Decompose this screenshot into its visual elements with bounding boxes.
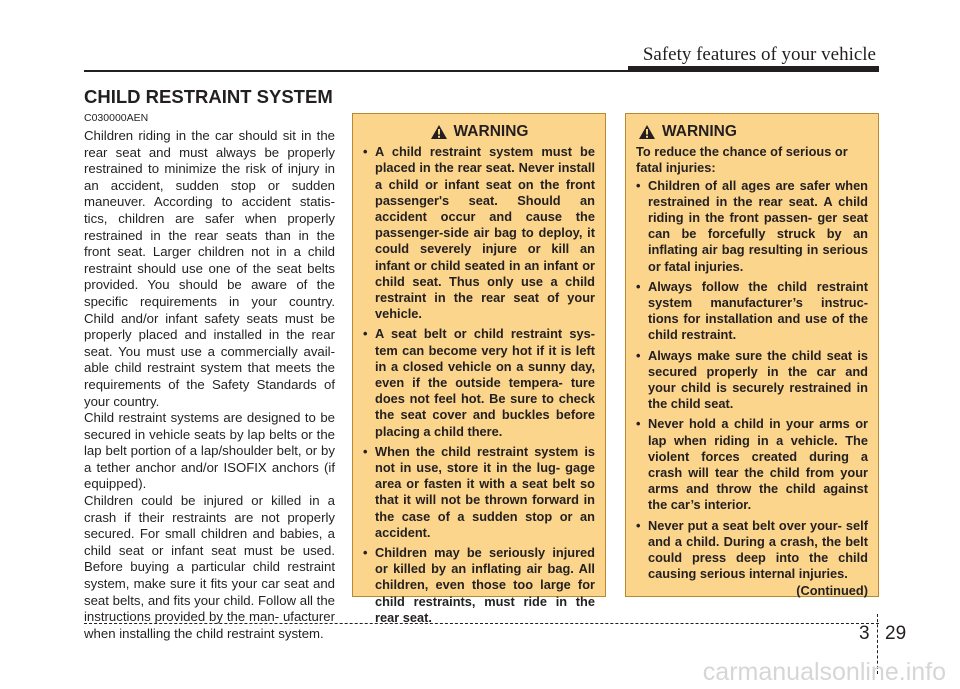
warning-item: • Children of all ages are safer when restrained in the rear seat. A child riding in the front passen- ger seat can be forcefully struck by an inflating air bag resulting in serious or fatal injuries. — [636, 178, 868, 275]
body-text — [84, 128, 335, 642]
body-paragraph: Children riding in the car should sit in the rear seat and must always be properly restrained to minimize the risk of injury in an accident, sudden stop or sudden maneuver. According to accident statis- tics, children are safer when properly restrained in the rear seats than in the front seat. Larger children not in a child restraint should use one of the seat belts provided. You should be aware of the specific requirements in your country. Child and/or infant safety seats must be properly placed and installed in the rear seat. You must use a commercially avail- able child restraint system that meets the requirements of the Safety Standards of your country. — [84, 128, 335, 409]
body-paragraph: Children could be injured or killed in a crash if their restraints are not properly secured. For small children and babies, a child seat or infant seat must be used. Before buying a particular child restraint system, make sure it fits your car seat and seat belts, and fits your child. Follow all the instructions provided by the man- ufacturer when installing the child restraint system. — [84, 493, 335, 641]
chapter-number: 3 — [859, 623, 870, 644]
warning-heading-text: WARNING — [453, 123, 529, 140]
warning-triangle-icon — [638, 124, 656, 140]
watermark: carmanualsonline.info — [702, 658, 946, 686]
continued-label: (Continued) — [796, 583, 868, 599]
warning-item: • A child restraint system must be placed in the rear seat. Never install a child or infant seat on the front passenger's seat. Should an accident occur and cause the passenger-side air bag to deploy, it could severely injure or kill an infant or child seated in an infant or child seat. Thus only use a child restraint in the rear seat of your vehicle. — [363, 144, 595, 322]
warning-item: • Always make sure the child seat is secured properly in the car and your child is securely restrained in the child seat. — [636, 348, 868, 413]
warning-intro: To reduce the chance of serious or fatal injuries: — [636, 144, 848, 176]
warning-list — [363, 144, 595, 626]
warning-item: • A seat belt or child restraint sys- tem can become very hot if it is left in a closed vehicle on a sunny day, even if the outside tempera- ture does not feel hot. Be sure to check the seat cover and buckles before placing a child there. — [363, 326, 595, 439]
warning-heading — [363, 124, 595, 140]
warning-item: • Never put a seat belt over your- self and a child. During a crash, the belt could press deep into the child causing serious internal injuries. — [636, 518, 868, 583]
warning-triangle-icon — [430, 124, 448, 140]
warning-item: • Never hold a child in your arms or lap when riding in a vehicle. The violent forces created during a crash will tear the child from your arms and throw the child against the car’s interior. — [636, 416, 868, 513]
warning-item: • When the child restraint system is not in use, store it in the lug- gage area or fasten it with a seat belt so that it will not be thrown forward in the case of a sudden stop or an accident. — [363, 444, 595, 541]
warning-box-2 — [625, 113, 879, 597]
body-paragraph: Child restraint systems are designed to be secured in vehicle seats by lap belts or the lap belt portion of a lap/shoulder belt, or by a tether anchor and/or ISOFIX anchors (if equipped). — [84, 410, 335, 492]
section-title: CHILD RESTRAINT SYSTEM — [84, 86, 333, 107]
warning-heading-text: WARNING — [662, 123, 737, 140]
warning-list — [636, 178, 868, 583]
header-rule-accent — [628, 66, 879, 72]
section-code: C030000AEN — [84, 112, 149, 124]
warning-box-1 — [352, 113, 606, 625]
footer-rule — [84, 623, 879, 624]
page-number: 29 — [885, 623, 907, 644]
warning-item: • Children may be seriously injured or killed by an inflating air bag. All children, even those too large for child restraints, must ride in the rear seat. — [363, 545, 595, 626]
warning-item: • Always follow the child restraint system manufacturer’s instruc- tions for installation and use of the child restraint. — [636, 279, 868, 344]
warning-heading — [636, 124, 868, 140]
header-title: Safety features of your vehicle — [642, 44, 876, 65]
